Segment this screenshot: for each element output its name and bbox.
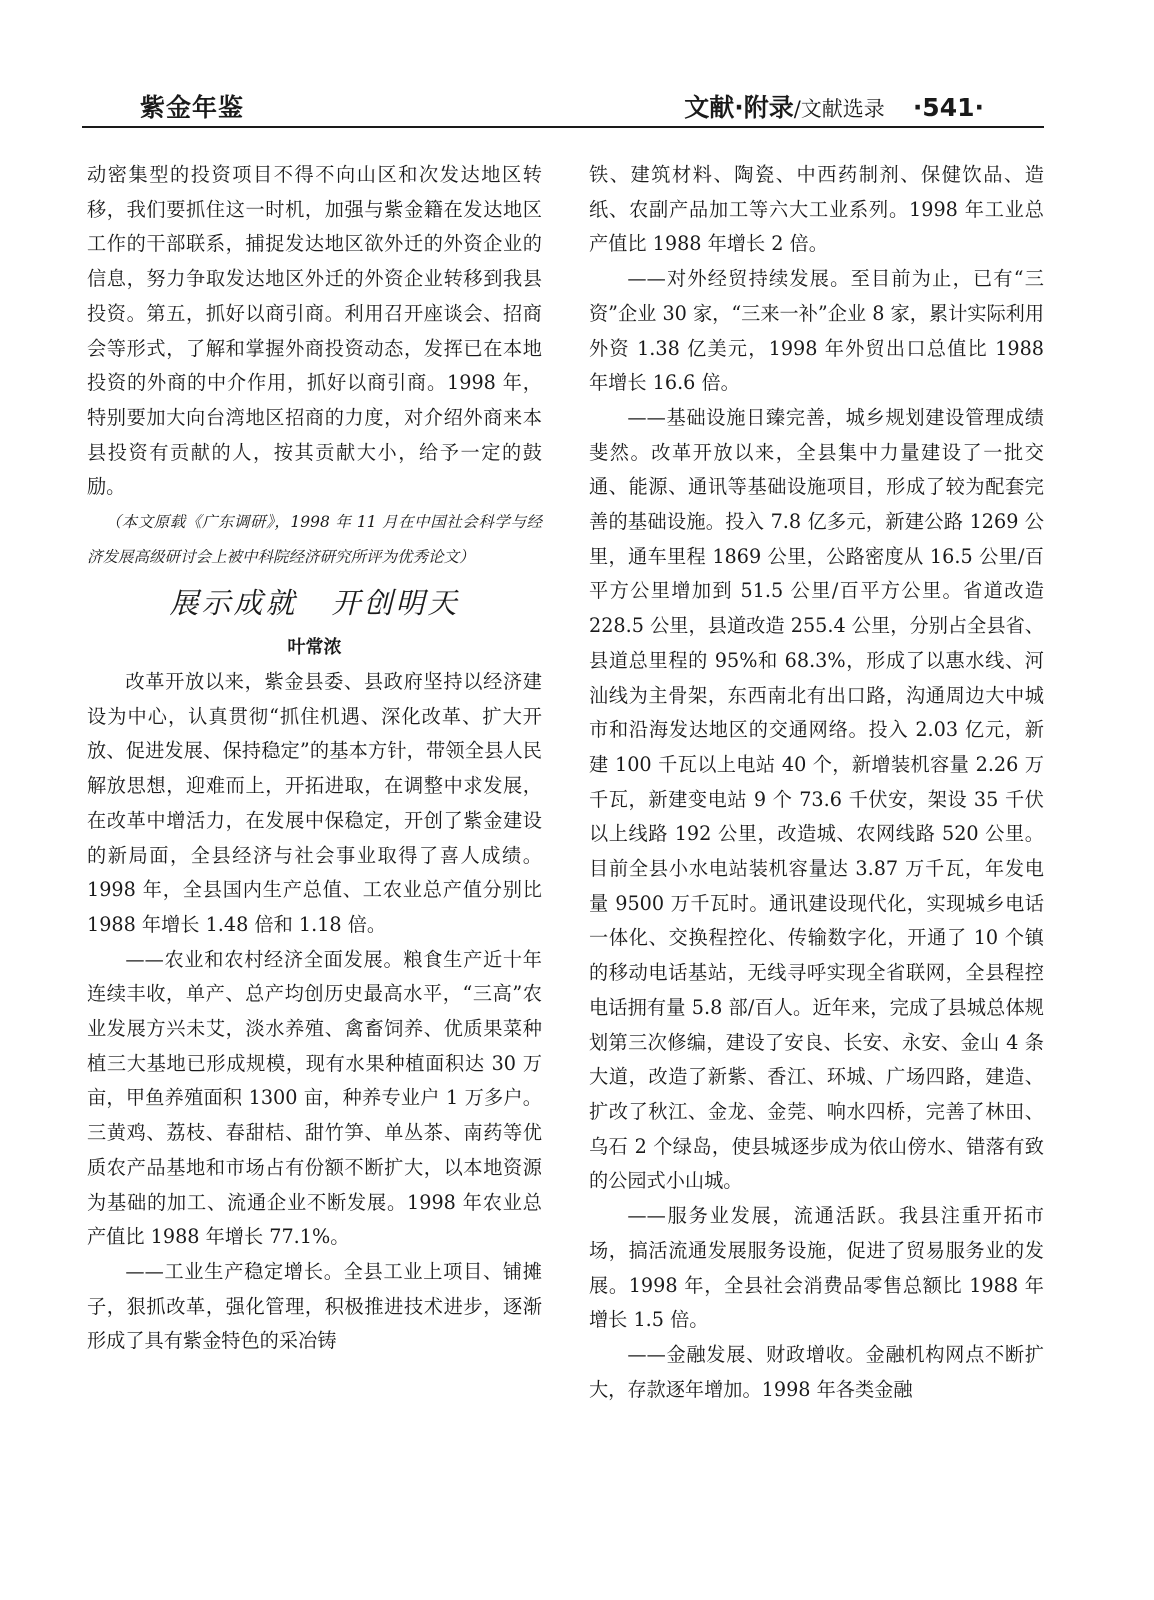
- left-column: [87, 158, 542, 1359]
- article-title-part: 开创明天: [331, 586, 460, 621]
- paragraph: ——金融发展、财政增收。金融机构网点不断扩大，存款逐年增加。1998 年各类金融: [589, 1342, 1044, 1401]
- section-title: [684, 88, 984, 124]
- right-column: [589, 158, 1044, 1407]
- section-main: 文献·附录: [684, 93, 794, 122]
- section-sub: /文献选录: [793, 97, 885, 121]
- paragraph: ——工业生产稳定增长。全县工业上项目、铺摊子，狠抓改革，强化管理，积极推进技术进步，逐渐形成了具有紫金特色的采冶铸: [87, 1259, 542, 1353]
- source-note: （本文原载《广东调研》，1998 年 11 月在中国社会科学与经济发展高级研讨会上被中科院经济研究所评为优秀论文）: [87, 513, 542, 567]
- yearbook-title: 紫金年鉴: [140, 93, 245, 122]
- paragraph: 动密集型的投资项目不得不向山区和次发达地区转移，我们要抓住这一时机，加强与紫金籍在发达地区工作的干部联系，捕捉发达地区欲外迁的外资企业的信息，努力争取发达地区外迁的外资企业转移到我县投资。第五，抓好以商引商。利用召开座谈会、招商会等形式，了解和掌握外商投资动态，发挥已在本地投资的外商的中介作用，抓好以商引商。1998 年，特别要加大向台湾地区招商的力度，对介绍外商来本县投资有贡献的人，按其贡献大小，给予一定的鼓励。: [87, 163, 542, 499]
- article-title-part: 展示成就: [169, 586, 298, 621]
- paragraph: ——基础设施日臻完善，城乡规划建设管理成绩斐然。改革开放以来，全县集中力量建设了一批交通、能源、通讯等基础设施项目，形成了较为配套完善的基础设施。投入 7.8 亿多元，新建公路 1269 公里，通车里程 1869 公里，公路密度从 16.5 公里/百平方公里增加到 51.5 公里/百平方公里。省道改造 228.5 公里，县道改造 255.4 公里，分别占全县省、县道总里程的 95%和 68.3%，形成了以惠水线、河汕线为主骨架，东西南北有出口路，沟通周边大中城市和沿海发达地区的交通网络。投入 2.03 亿元，新建 100 千瓦以上电站 40 个，新增装机容量 2.26 万千瓦，新建变电站 9 个 73.6 千伏安，架设 35 千伏以上线路 192 公里，改造城、农网线路 520 公里。目前全县小水电站装机容量达 3.87 万千瓦，年发电量 9500 万千瓦时。通讯建设现代化，实现城乡电话一体化、交换程控化、传输数字化，开通了 10 个镇的移动电话基站，无线寻呼实现全省联网，全县程控电话拥有量 5.8 部/百人。近年来，完成了县城总体规划第三次修编，建设了安良、长安、永安、金山 4 条大道，改造了新紫、香江、环城、广场四路，建造、扩改了秋江、金龙、金莞、响水四桥，完善了林田、乌石 2 个绿岛，使县城逐步成为依山傍水、错落有致的公园式小山城。: [589, 405, 1044, 1193]
- paragraph: ——服务业发展，流通活跃。我县注重开拓市场，搞活流通发展服务设施，促进了贸易服务业的发展。1998 年，全县社会消费品零售总额比 1988 年增长 1.5 倍。: [589, 1204, 1044, 1332]
- paragraph: ——农业和农村经济全面发展。粮食生产近十年连续丰收，单产、总产均创历史最高水平，“三高”农业发展方兴未艾，淡水养殖、禽畜饲养、优质果菜种植三大基地已形成规模，现有水果种植面积达 30 万亩，甲鱼养殖面积 1300 亩，种养专业户 1 万多户。三黄鸡、荔枝、春甜桔、甜竹笋、单丛茶、南药等优质农产品基地和市场占有份额不断扩大，以本地资源为基础的加工、流通企业不断发展。1998 年农业总产值比 1988 年增长 77.1%。: [87, 947, 542, 1249]
- paragraph: ——对外经贸持续发展。至目前为止，已有“三资”企业 30 家，“三来一补”企业 8 家，累计实际利用外资 1.38 亿美元，1998 年外贸出口总值比 1988 年增长 16.6 倍。: [589, 267, 1045, 395]
- page-header: [82, 80, 1044, 128]
- article-author: 叶常浓: [287, 637, 342, 659]
- article-title: [87, 575, 542, 631]
- paragraph: 改革开放以来，紫金县委、县政府坚持以经济建设为中心，认真贯彻“抓住机遇、深化改革、扩大开放、促进发展、保持稳定”的基本方针，带领全县人民解放思想，迎难而上，开拓进取，在调整中求发展，在改革中增活力，在发展中保稳定，开创了紫金建设的新局面，全县经济与社会事业取得了喜人成绩。1998 年，全县国内生产总值、工农业总产值分别比 1988 年增长 1.48 倍和 1.18 倍。: [87, 670, 542, 936]
- page-number: ·541·: [912, 93, 984, 122]
- paragraph: 铁、建筑材料、陶瓷、中西药制剂、保健饮品、造纸、农副产品加工等六大工业系列。1998 年工业总产值比 1988 年增长 2 倍。: [589, 163, 1044, 256]
